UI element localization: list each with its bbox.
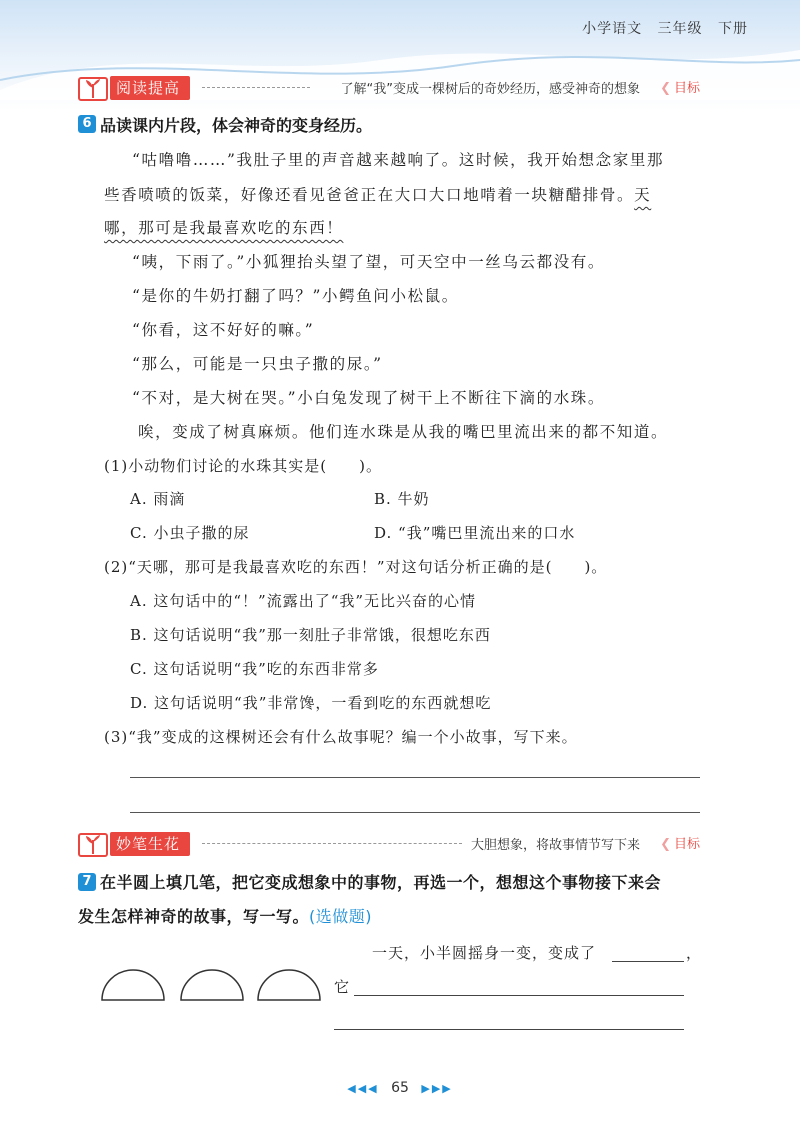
- question-7-title-line-2: [78, 904, 372, 927]
- sub-question-2: (2)“天哪，那可是我最喜欢吃的东西！”对这句话分析正确的是( )。: [104, 558, 608, 576]
- option-1b[interactable]: B. 牛奶: [374, 490, 430, 508]
- semicircle-drawing-3[interactable]: [256, 968, 322, 1002]
- section-divider: [202, 87, 310, 88]
- question-7-title-text: 发生怎样神奇的故事，写一写。: [78, 907, 310, 926]
- story-blank-1[interactable]: [612, 961, 684, 962]
- question-number-7: 7: [78, 873, 96, 891]
- question-number-6: 6: [78, 115, 96, 133]
- passage-paragraph-2: “咦，下雨了。”小狐狸抬头望了望，可天空中一丝乌云都没有。: [132, 253, 605, 271]
- section-goal-text: 了解“我”变成一棵树后的奇妙经历，感受神奇的想象: [340, 82, 640, 97]
- story-comma: ，: [686, 944, 703, 962]
- underlined-sentence-start: 天: [634, 186, 652, 204]
- passage-paragraph-1-line-2: [104, 183, 651, 205]
- book-plant-icon: [78, 830, 108, 858]
- option-2b[interactable]: B. 这句话说明“我”那一刻肚子非常饿，很想吃东西: [130, 626, 491, 644]
- arrows-right-icon: ▶▶▶: [421, 1082, 453, 1095]
- grade-label: 三年级: [657, 21, 703, 37]
- passage-paragraph-7: 唉，变成了树真麻烦。他们连水珠是从我的嘴巴里流出来的都不知道。: [138, 423, 669, 441]
- subject-label: 小学语文: [582, 21, 643, 37]
- answer-line-1[interactable]: [130, 777, 700, 778]
- optional-tag: (选做题): [309, 907, 373, 926]
- arrows-left-icon: ◀◀◀: [347, 1082, 379, 1095]
- sub-question-1: (1)小动物们讨论的水珠其实是( )。: [104, 457, 382, 475]
- book-title: [572, 18, 748, 38]
- arrow-left-icon: ❮: [660, 81, 671, 96]
- option-2d[interactable]: D. 这句话说明“我”非常馋，一看到吃的东西就想吃: [130, 694, 492, 712]
- section-title-reading: 阅读提高: [110, 76, 190, 100]
- story-it-label: 它: [334, 978, 351, 996]
- section-divider: [202, 843, 462, 844]
- passage-paragraph-4: “你看，这不好好的嘛。”: [132, 321, 315, 339]
- goal-tag-label: 目标: [673, 81, 700, 96]
- page-number: 65: [391, 1080, 409, 1096]
- page-footer: [0, 1080, 800, 1096]
- answer-line-2[interactable]: [130, 812, 700, 813]
- passage-text: 些香喷喷的饭菜，好像还看见爸爸正在大口大口地啃着一块糖醋排骨。: [104, 186, 635, 204]
- passage-paragraph-6: “不对，是大树在哭。”小白兔发现了树干上不断往下滴的水珠。: [132, 389, 605, 407]
- passage-paragraph-1-line-1: “咕噜噜……”我肚子里的声音越来越响了。这时候，我开始想念家里那: [132, 151, 665, 169]
- section-bar-reading: [78, 74, 700, 104]
- section-bar-writing: [78, 830, 700, 860]
- goal-tag: [660, 833, 700, 852]
- book-plant-icon: [78, 74, 108, 102]
- passage-paragraph-5: “那么，可能是一只虫子撒的尿。”: [132, 355, 383, 373]
- passage-paragraph-3: “是你的牛奶打翻了吗？”小鳄鱼问小松鼠。: [132, 287, 459, 305]
- goal-tag-label: 目标: [673, 837, 700, 852]
- passage-paragraph-1-line-3: [104, 216, 343, 238]
- option-1c[interactable]: C. 小虫子撒的尿: [130, 524, 250, 542]
- story-line-1[interactable]: [354, 995, 684, 996]
- semicircle-drawing-1[interactable]: [100, 968, 166, 1002]
- story-prompt: 一天，小半圆摇身一变，变成了: [372, 944, 597, 962]
- arrow-left-icon: ❮: [660, 837, 671, 852]
- option-1d[interactable]: D. “我”嘴巴里流出来的口水: [374, 524, 576, 542]
- section-goal-text: 大胆想象，将故事情节写下来: [470, 838, 640, 853]
- volume-label: 下册: [718, 21, 748, 37]
- goal-tag: [660, 77, 700, 96]
- option-2c[interactable]: C. 这句话说明“我”吃的东西非常多: [130, 660, 379, 678]
- semicircle-drawing-2[interactable]: [179, 968, 245, 1002]
- option-1a[interactable]: A. 雨滴: [130, 490, 186, 508]
- question-7-title-line-1: 在半圆上填几笔，把它变成想象中的事物，再选一个，想想这个事物接下来会: [100, 873, 662, 892]
- section-title-writing: 妙笔生花: [110, 832, 190, 856]
- sub-question-3: (3)“我”变成的这棵树还会有什么故事呢？编一个小故事，写下来。: [104, 728, 578, 746]
- underlined-sentence: 哪，那可是我最喜欢吃的东西！: [104, 219, 344, 237]
- question-6-title: 品读课内片段，体会神奇的变身经历。: [100, 116, 373, 135]
- story-line-2[interactable]: [334, 1029, 684, 1030]
- option-2a[interactable]: A. 这句话中的“！”流露出了“我”无比兴奋的心情: [130, 592, 477, 610]
